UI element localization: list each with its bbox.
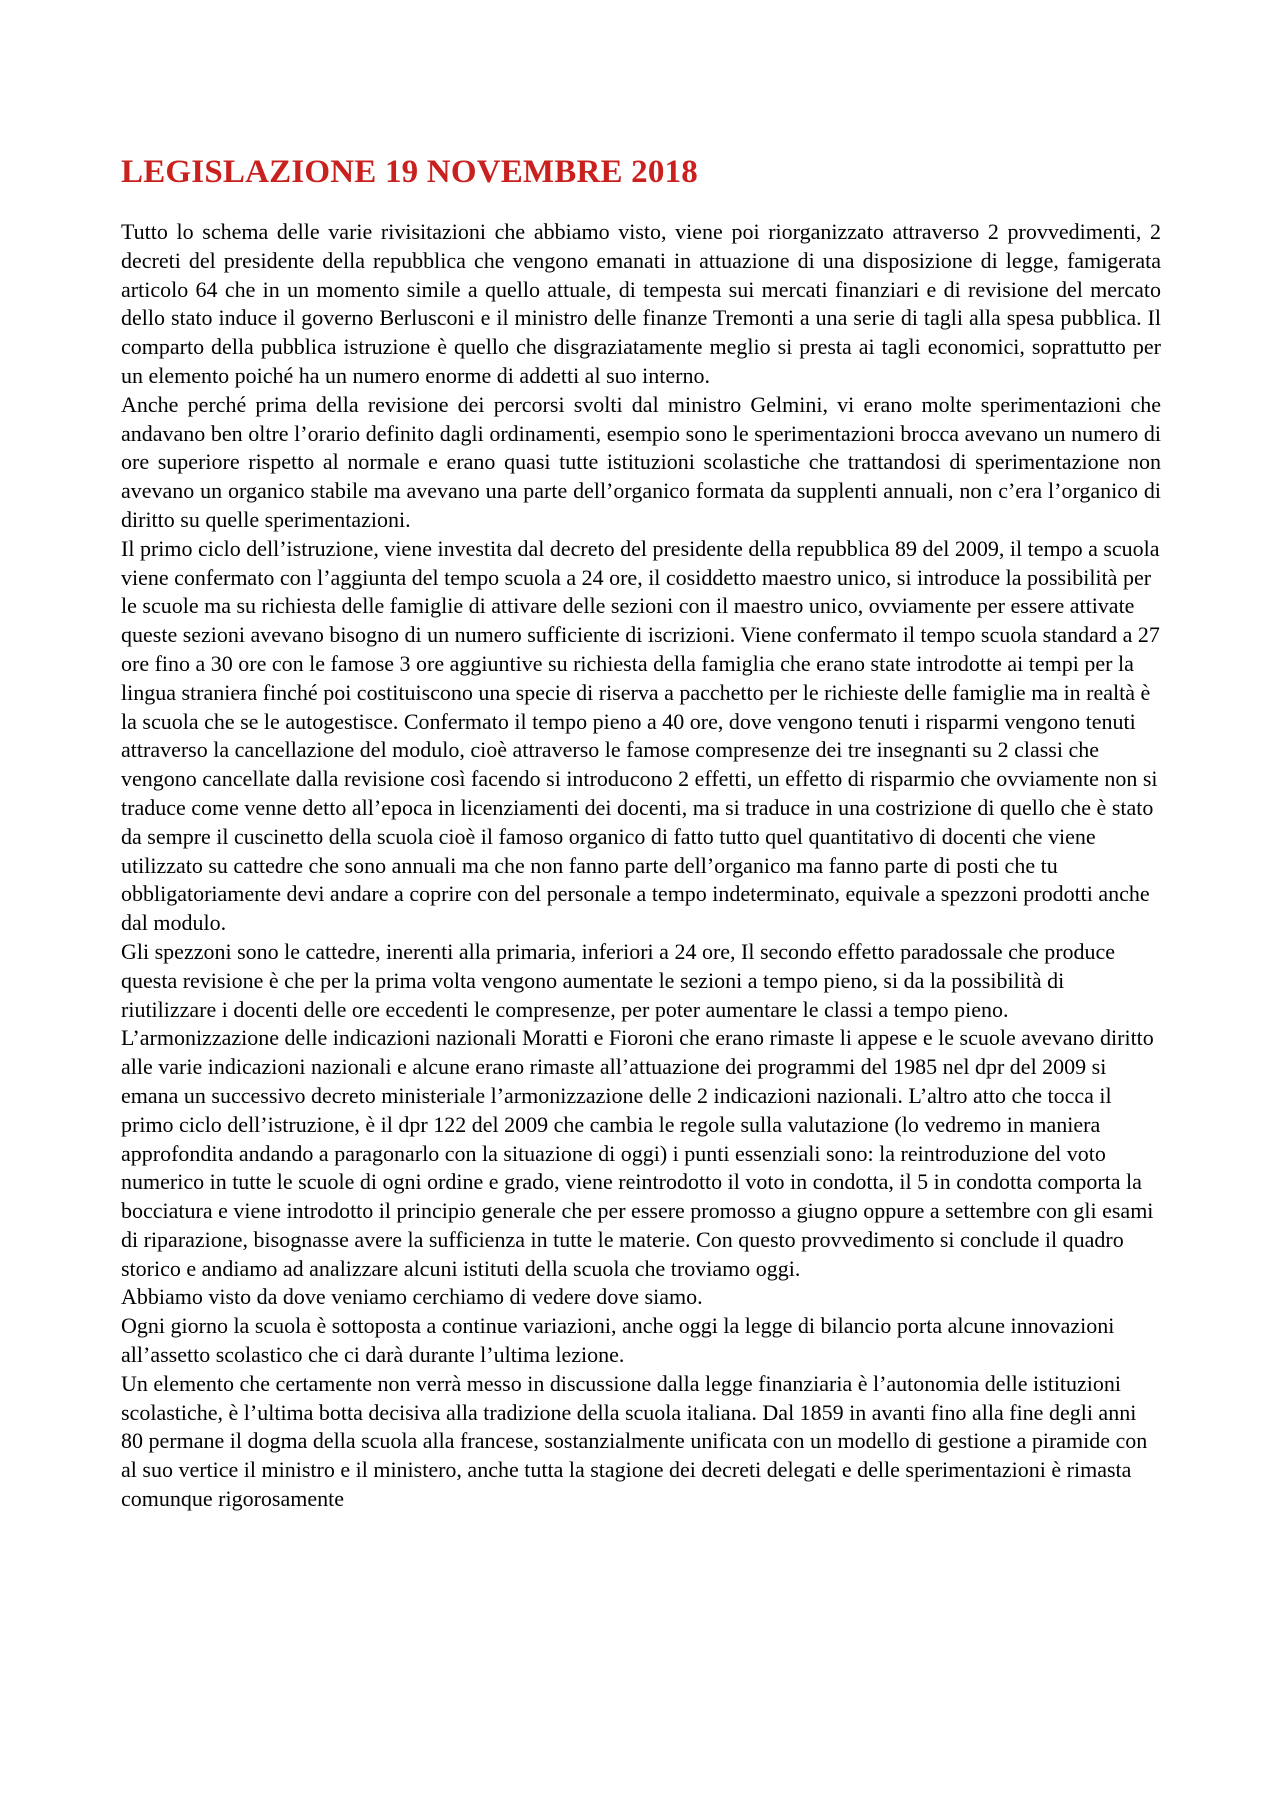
paragraph-4: Gli spezzoni sono le cattedre, inerenti alla primaria, inferiori a 24 ore, Il secondo effetto paradossale che produce questa revisione è che per la prima volta vengono aumentate le sezioni a tempo pieno, si da la possibilità di riutilizzare i docenti delle ore eccedenti le compresenze, per poter aumentare le classi a tempo pieno. L’armonizzazione delle indicazioni nazionali Moratti e Fioroni che erano rimaste li appese e le scuole avevano diritto alle varie indicazioni nazionali e alcune erano rimaste all’attuazione dei programmi del 1985 nel dpr del 2009 si emana un successivo decreto ministeriale l’armonizzazione delle 2 indicazioni nazionali. L’altro atto che tocca il primo ciclo dell’istruzione, è il dpr 122 del 2009 che cambia le regole sulla valutazione (lo vedremo in maniera approfondita andando a paragonarlo con la situazione di oggi) i punti essenziali sono: la reintroduzione del voto numerico in tutte le scuole di ogni ordine e grado, viene reintrodotto il voto in condotta, il 5 in condotta comporta la bocciatura e viene introdotto il principio generale che per essere promosso a giugno oppure a settembre con gli esami di riparazione, bisognasse avere la sufficienza in tutte le materie. Con questo provvedimento si conclude il quadro storico e andiamo ad analizzare alcuni istituti della scuola che troviamo oggi. <box>121 938 1154 1281</box>
document-title: LEGISLAZIONE 19 NOVEMBRE 2018 <box>121 154 698 190</box>
document-body <box>121 152 1161 1514</box>
paragraph-7: Un elemento che certamente non verrà messo in discussione dalla legge finanziaria è l’autonomia delle istituzioni scolastiche, è l’ultima botta decisiva alla tradizione della scuola italiana. Dal 1859 in avanti fino alla fine degli anni 80 permane il dogma della scuola alla francese, sostanzialmente unificata con un modello di gestione a piramide con al suo vertice il ministro e il ministero, anche tutta la stagione dei decreti delegati e delle sperimentazioni è rimasta comunque rigorosamente <box>121 1370 1148 1512</box>
paragraph-2: Anche perché prima della revisione dei percorsi svolti dal ministro Gelmini, vi erano molte sperimentazioni che andavano ben oltre l’orario definito dagli ordinamenti, esempio sono le sperimentazioni brocca avevano un numero di ore superiore rispetto al normale e erano quasi tutte istituzioni scolastiche che trattandosi di sperimentazione non avevano un organico stabile ma avevano una parte dell’organico formata da supplenti annuali, non c’era l’organico di diritto su quelle sperimentazioni. <box>121 391 1161 532</box>
paragraph-1: Tutto lo schema delle varie rivisitazioni che abbiamo visto, viene poi riorganizzato attraverso 2 provvedimenti, 2 decreti del presidente della repubblica che vengono emanati in attuazione di una disposizione di legge, famigerata articolo 64 che in un momento simile a quello attuale, di tempesta sui mercati finanziari e di revisione del mercato dello stato induce il governo Berlusconi e il ministro delle finanze Tremonti a una serie di tagli alla spesa pubblica. Il comparto della pubblica istruzione è quello che disgraziatamente meglio si presta ai tagli economici, soprattutto per un elemento poiché ha un numero enorme di addetti al suo interno. <box>121 219 1161 388</box>
paragraph-3: Il primo ciclo dell’istruzione, viene investita dal decreto del presidente della repubblica 89 del 2009, il tempo a scuola viene confermato con l’aggiunta del tempo scuola a 24 ore, il cosiddetto maestro unico, si introduce la possibilità per le scuole ma su richiesta delle famiglie di attivare delle sezioni con il maestro unico, ovviamente per essere attivate queste sezioni avevano bisogno di un numero sufficiente di iscrizioni. Viene confermato il tempo scuola standard a 27 ore fino a 30 ore con le famose 3 ore aggiuntive su richiesta della famiglia che erano state introdotte ai tempi per la lingua straniera finché poi costituiscono una specie di riserva a pacchetto per le richieste delle famiglie ma in realtà è la scuola che se le autogestisce. Confermato il tempo pieno a 40 ore, dove vengono tenuti i risparmi vengono tenuti attraverso la cancellazione del modulo, cioè attraverso le famose compresenze dei tre insegnanti su 2 classi che vengono cancellate dalla revisione così facendo si introducono 2 effetti, un effetto di risparmio che ovviamente non si traduce come venne detto all’epoca in licenziamenti dei docenti, ma si traduce in una costrizione di quello che è stato da sempre il cuscinetto della scuola cioè il famoso organico di fatto tutto quel quantitativo di docenti che viene utilizzato su cattedre che sono annuali ma che non fanno parte dell’organico ma fanno parte di posti che tu obbligatoriamente devi andare a coprire con del personale a tempo indeterminato, equivale a spezzoni prodotti anche dal modulo. <box>121 535 1160 936</box>
paragraph-6: Ogni giorno la scuola è sottoposta a continue variazioni, anche oggi la legge di bilancio porta alcune innovazioni all’assetto scolastico che ci darà durante l’ultima lezione. <box>121 1313 1115 1368</box>
paragraph-5: Abbiamo visto da dove veniamo cerchiamo di vedere dove siamo. <box>121 1284 703 1310</box>
